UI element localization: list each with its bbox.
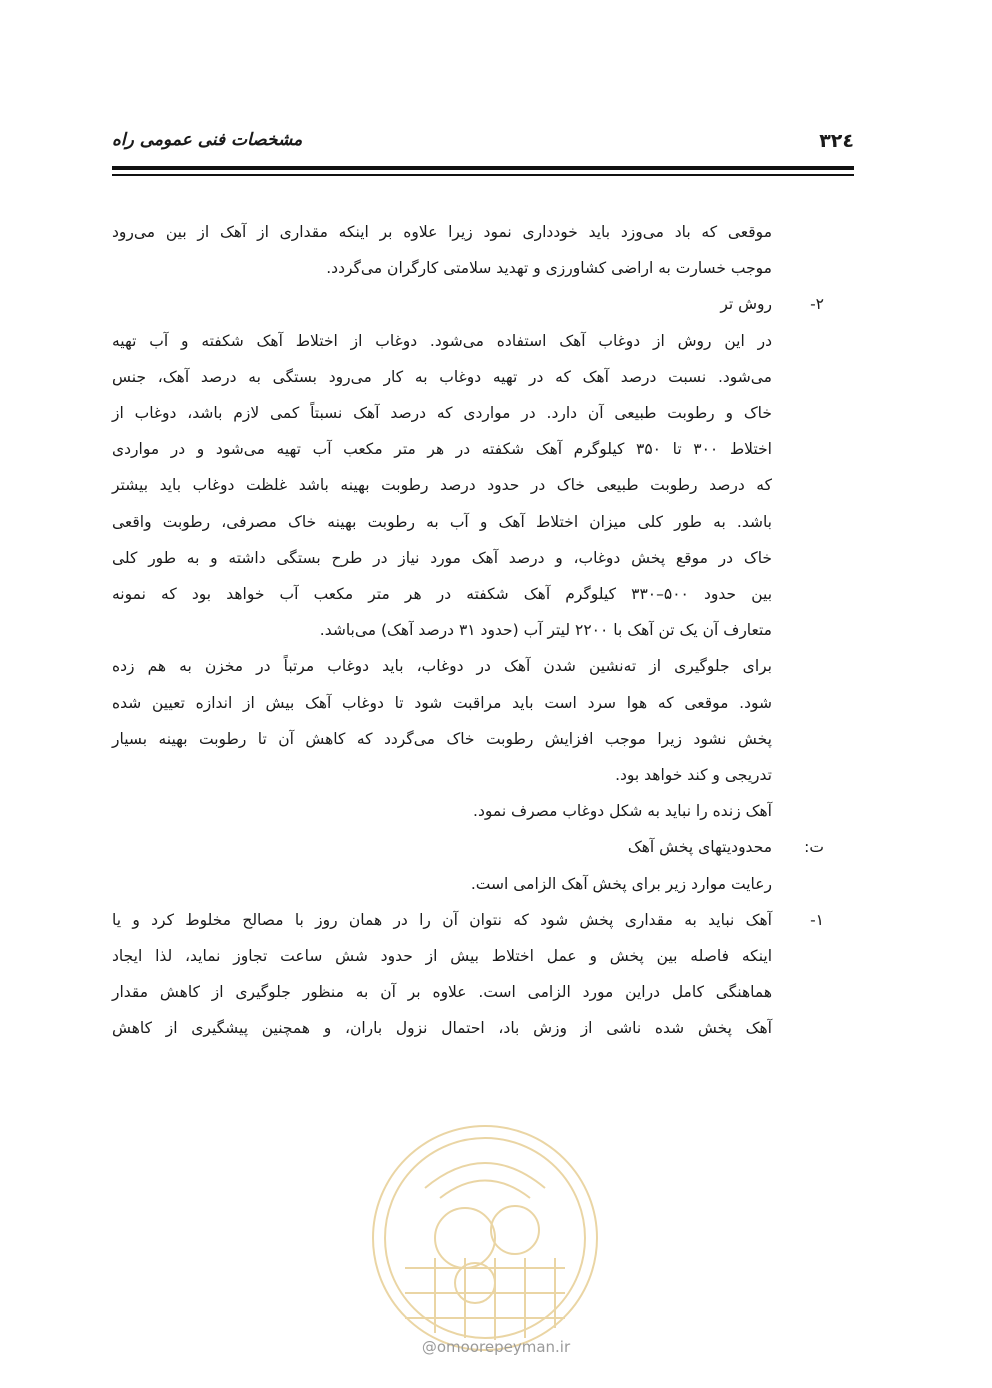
text-line: متعارف آن یک تن آهک با ۲۲۰۰ لیتر آب (حدود ۳۱ درصد آهک) می‌باشد.: [319, 621, 772, 640]
item-2-title: روش تر: [720, 295, 772, 314]
section-marker: ت:: [804, 838, 824, 857]
body-text: [112, 214, 824, 1047]
text-line: تدریجی و کند خواهد بود.: [615, 766, 772, 785]
item-2-marker: ۲-: [810, 295, 824, 314]
paragraph-wet-method: [112, 323, 772, 649]
header-rule-thick: [112, 166, 854, 170]
text-line: موقعی که باد می‌وزد باید خودداری نمود زیرا علاوه بر اینکه مقداری از آهک از بین می‌رود: [112, 223, 772, 241]
text-line: خاک در موقع پخش دوغاب، و درصد آهک مورد نیاز در طرح بستگی داشته و به طور کلی: [112, 548, 772, 567]
text-line: پخش نشود زیرا موجب افزایش رطوبت خاک می‌گردد که کاهش آن تا رطوبت بهینه بسیار: [112, 729, 772, 748]
paragraph-quicklime: [112, 793, 772, 829]
text-line: آهک زنده را نباید به شکل دوغاب مصرف نمود.: [473, 802, 772, 821]
item-1-marker: ۱-: [810, 910, 824, 929]
page-number: ۳۲٤: [819, 130, 854, 152]
text-line: موجب خسارت به اراضی کشاورزی و تهدید سلامتی کارگران می‌گردد.: [326, 259, 772, 278]
paragraph-sedimentation: [112, 648, 772, 793]
text-line: می‌شود. نسبت درصد آهک که در تهیه دوغاب به کار می‌رود بستگی به درصد آهک، جنس: [112, 367, 772, 386]
text-line: آهک پخش شده ناشی از وزش باد، احتمال نزول باران، و همچنین پیشگیری از کاهش: [112, 1019, 772, 1038]
paragraph-wind: [112, 214, 772, 286]
section-title: محدودیتهای پخش آهک: [627, 838, 772, 857]
text-line: بین حدود ۵۰۰–۳۳۰ کیلوگرم آهک شکفته در هر متر مکعب آب خواهد بود که نمونه: [112, 585, 773, 604]
text-line: رعایت موارد زیر برای پخش آهک الزامی است.: [470, 874, 772, 893]
text-line: اختلاط ۳۰۰ تا ۳۵۰ کیلوگرم آهک شکفته در هر متر مکعب آب تهیه می‌شود و در مواردی: [112, 440, 772, 459]
text-line: شود. موقعی که هوا سرد است باید مراقبت شود تا دوغاب آهک بیش از اندازه تعیین شده: [112, 693, 772, 712]
text-line: خاک و رطوبت طبیعی آن دارد. در مواردی که درصد آهک نسبتاً کمی لازم باشد، دوغاب از: [112, 404, 772, 423]
text-line: که درصد رطوبت طبیعی خاک در حدود درصد رطوبت بهینه باشد غلظت دوغاب باید بیشتر: [112, 476, 772, 495]
text-line: در این روش از دوغاب آهک استفاده می‌شود. دوغاب از اختلاط آهک شکفته و آب تهیه: [112, 331, 772, 350]
text-line: اینکه فاصله بین پخش و عمل اختلاط بیش از حدود شش ساعت تجاوز نماید، لذا ایجاد: [112, 947, 772, 966]
paragraph-requirements: [112, 866, 772, 902]
page-header: [112, 128, 854, 158]
text-line: برای جلوگیری از ته‌نشین شدن آهک در دوغاب، باید دوغاب مرتباً در مخزن به هم زده: [112, 657, 772, 676]
watermark-url: @omoorepeyman.ir: [421, 1338, 571, 1356]
text-line: هماهنگی کامل دراین مورد الزامی است. علاوه بر آن به منظور جلوگیری از کاهش مقدار: [112, 983, 772, 1002]
running-title: مشخصات فنی عمومی راه: [112, 130, 303, 150]
section-heading: [112, 829, 824, 865]
watermark-seal-icon: [365, 1118, 605, 1358]
header-rule-thin: [112, 174, 854, 176]
item-1: [112, 902, 824, 1047]
item-2-heading: [112, 286, 824, 322]
text-line: آهک نباید به مقداری پخش شود که نتوان آن را در همان روز با مصالح مخلوط کرد و یا: [112, 910, 772, 929]
text-line: باشد. به طور کلی میزان اختلاط آهک و آب به رطوبت بهینه خاک مصرفی، رطوبت واقعی: [112, 512, 772, 531]
